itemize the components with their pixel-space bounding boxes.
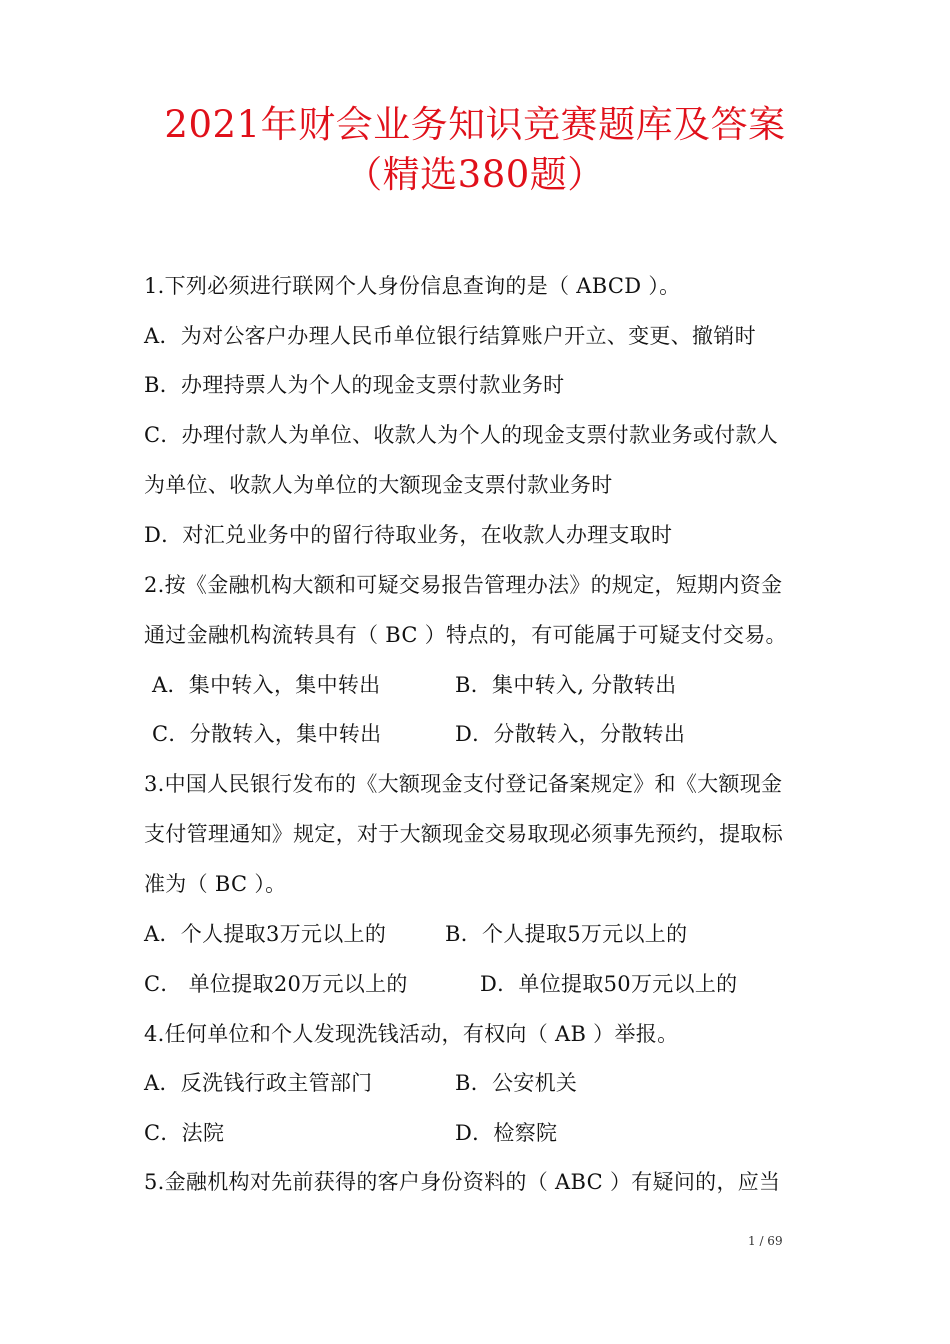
- question-3-option-c: C． 单位提取20万元以上的: [144, 972, 408, 996]
- question-2-option-d: D．分散转入，分散转出: [455, 722, 686, 746]
- question-4-option-d: D．检察院: [455, 1121, 558, 1145]
- question-4-stem: 4.任何单位和个人发现洗钱活动，有权向（ AB ）举报。: [144, 1022, 679, 1046]
- question-3-stem-cont1: 支付管理通知》规定，对于大额现金交易取现必须事先预约，提取标: [144, 822, 783, 846]
- question-5-stem: 5.金融机构对先前获得的客户身份资料的（ ABC ）有疑问的，应当: [144, 1170, 781, 1194]
- question-1-stem: 1.下列必须进行联网个人身份信息查询的是（ ABCD ）。: [144, 274, 681, 298]
- page-number: 1 / 69: [748, 1234, 783, 1248]
- question-2-option-a: A．集中转入，集中转出: [152, 673, 381, 697]
- question-3-stem: 3.中国人民银行发布的《大额现金支付登记备案规定》和《大额现金: [144, 772, 783, 796]
- question-1-option-c-cont: 为单位、收款人为单位的大额现金支票付款业务时: [144, 473, 613, 497]
- question-1-option-a: A．为对公客户办理人民币单位银行结算账户开立、变更、撤销时: [144, 324, 756, 348]
- question-2-option-b: B．集中转入, 分散转出: [455, 673, 677, 697]
- question-2-stem: 2.按《金融机构大额和可疑交易报告管理办法》的规定，短期内资金: [144, 573, 783, 597]
- document-title-line1: 2021年财会业务知识竞赛题库及答案: [164, 103, 786, 146]
- question-4-option-b: B．公安机关: [455, 1071, 578, 1095]
- question-2-option-c: C．分散转入，集中转出: [152, 722, 382, 746]
- question-1-option-d: D．对汇兑业务中的留行待取业务，在收款人办理支取时: [144, 523, 673, 547]
- question-3-option-b: B．个人提取5万元以上的: [445, 922, 688, 946]
- question-3-stem-cont2: 准为（ BC ）。: [144, 872, 287, 896]
- question-1-option-c: C．办理付款人为单位、收款人为个人的现金支票付款业务或付款人: [144, 423, 779, 447]
- question-4-option-c: C．法院: [144, 1121, 225, 1145]
- question-1-option-b: B．办理持票人为个人的现金支票付款业务时: [144, 373, 565, 397]
- document-title-line2: （精选380题）: [345, 153, 605, 196]
- question-3-option-d: D．单位提取50万元以上的: [480, 972, 738, 996]
- question-3-option-a: A．个人提取3万元以上的: [144, 922, 387, 946]
- question-2-stem-cont: 通过金融机构流转具有（ BC ）特点的，有可能属于可疑支付交易。: [144, 623, 787, 647]
- question-4-option-a: A．反洗钱行政主管部门: [144, 1071, 373, 1095]
